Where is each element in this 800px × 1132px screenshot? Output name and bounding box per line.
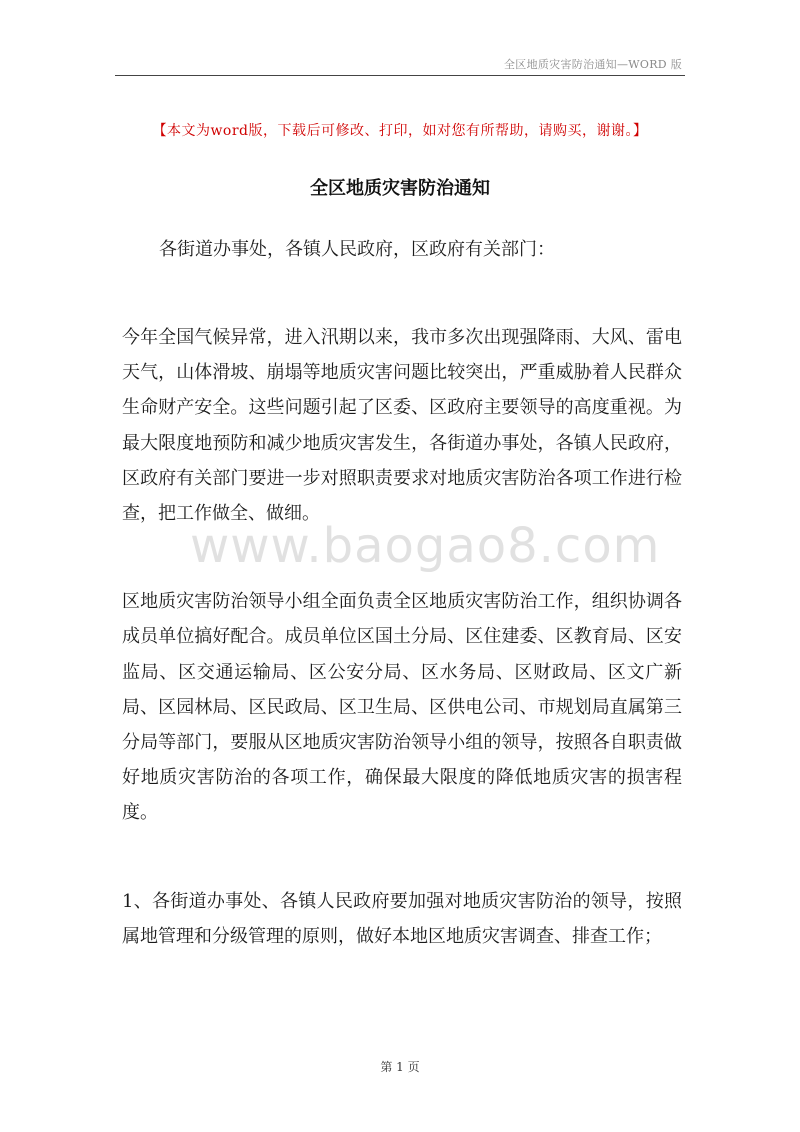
paragraph-1: 今年全国气候异常，进入汛期以来，我市多次出现强降雨、大风、雷电天气，山体滑坡、崩塌等地质灾害问题比较突出，严重威胁着人民群众生命财产安全。这些问题引起了区委、区政府主要领导的高度重视。为最大限度地预防和减少地质灾害发生，各街道办事处，各镇人民政府，区政府有关部门要进一步对照职责要求对地质灾害防治各项工作进行检查，把工作做全、做细。 <box>122 327 682 525</box>
running-header: 全区地质灾害防治通知—WORD 版 <box>503 58 682 71</box>
watermark: www.baogao8.com <box>190 518 661 574</box>
salutation: 各街道办事处，各镇人民政府，区政府有关部门： <box>159 239 555 260</box>
paragraph-3: 1、各街道办事处、各镇人民政府要加强对地质灾害防治的领导，按照属地管理和分级管理的原则，做好本地区地质灾害调查、排查工作； <box>122 890 682 947</box>
document-title: 全区地质灾害防治通知 <box>310 178 490 199</box>
document-body <box>122 232 682 954</box>
page-number: 第 1 页 <box>380 1060 420 1074</box>
header-divider <box>115 75 685 76</box>
paragraph-2: 区地质灾害防治领导小组全面负责全区地质灾害防治工作，组织协调各成员单位搞好配合。成员单位区国土分局、区住建委、区教育局、区安监局、区交通运输局、区公安分局、区水务局、区财政局、区文广新局、区园林局、区民政局、区卫生局、区供电公司、市规划局直属第三分局等部门，要服从区地质灾害防治领导小组的领导，按照各自职责做好地质灾害防治的各项工作，确保最大限度的降低地质灾害的损害程度。 <box>122 591 682 824</box>
purchase-notice: 【本文为word版，下载后可修改、打印，如对您有所帮助，请购买，谢谢。】 <box>152 123 648 139</box>
